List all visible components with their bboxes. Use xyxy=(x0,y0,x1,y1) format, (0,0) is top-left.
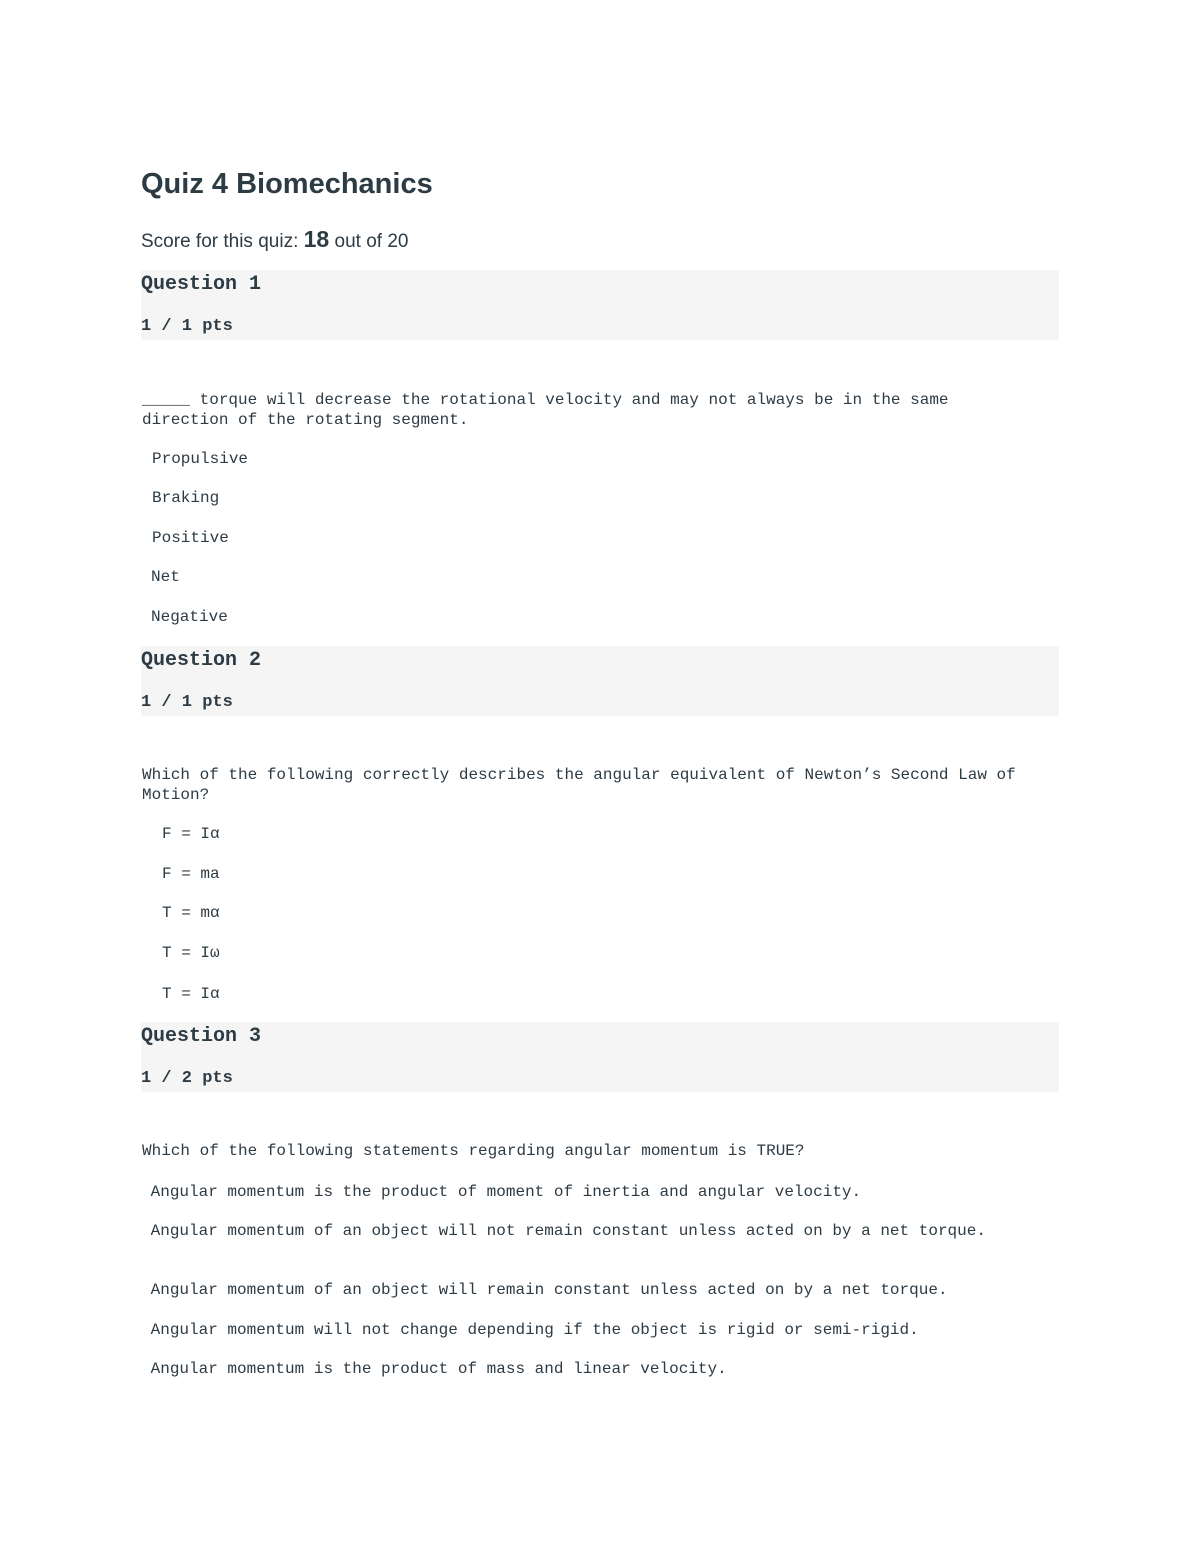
score-value: 18 xyxy=(303,226,330,252)
answer-option[interactable]: Propulsive xyxy=(152,450,249,468)
answer-option[interactable]: Angular momentum will not change depending if the object is rigid or semi-rigid. xyxy=(141,1321,919,1339)
answer-option[interactable]: Angular momentum of an object will not remain constant unless acted on by a net torque. xyxy=(141,1222,986,1240)
score-suffix: out of 20 xyxy=(334,231,409,252)
answer-option[interactable]: T = Iω xyxy=(162,944,220,962)
answer-option[interactable]: Angular momentum is the product of moment of inertia and angular velocity. xyxy=(141,1183,862,1201)
question-header-3 xyxy=(141,1022,1059,1092)
quiz-score xyxy=(141,226,408,253)
answer-option[interactable]: Positive xyxy=(152,529,229,547)
question-header-1 xyxy=(141,270,1059,340)
question-title: Question 1 xyxy=(141,273,262,296)
answer-option[interactable]: T = mα xyxy=(162,904,220,922)
question-points: 1 / 1 pts xyxy=(141,317,233,336)
answer-option[interactable]: Braking xyxy=(152,489,220,507)
question-points: 1 / 1 pts xyxy=(141,693,233,712)
score-prefix: Score for this quiz: xyxy=(141,231,299,252)
answer-option[interactable]: T = Iα xyxy=(162,985,220,1003)
answer-option[interactable]: Net xyxy=(151,568,180,586)
answer-option[interactable]: Angular momentum is the product of mass and linear velocity. xyxy=(141,1360,727,1378)
question-prompt: Which of the following statements regarding angular momentum is TRUE? xyxy=(142,1142,805,1160)
answer-option[interactable]: F = Iα xyxy=(162,825,220,843)
question-prompt: Which of the following correctly describes the angular equivalent of Newton’s Second Law of Motion? xyxy=(142,766,1016,804)
answer-option[interactable]: F = ma xyxy=(162,865,220,883)
question-title: Question 3 xyxy=(141,1025,262,1048)
question-header-2 xyxy=(141,646,1059,716)
question-prompt: _____ torque will decrease the rotational velocity and may not always be in the same direction of the rotating segment. xyxy=(142,391,949,429)
question-points: 1 / 2 pts xyxy=(141,1069,233,1088)
quiz-title: Quiz 4 Biomechanics xyxy=(141,168,433,200)
answer-option[interactable]: Negative xyxy=(151,608,228,626)
answer-option[interactable]: Angular momentum of an object will remain constant unless acted on by a net torque. xyxy=(141,1281,948,1299)
question-title: Question 2 xyxy=(141,649,262,672)
